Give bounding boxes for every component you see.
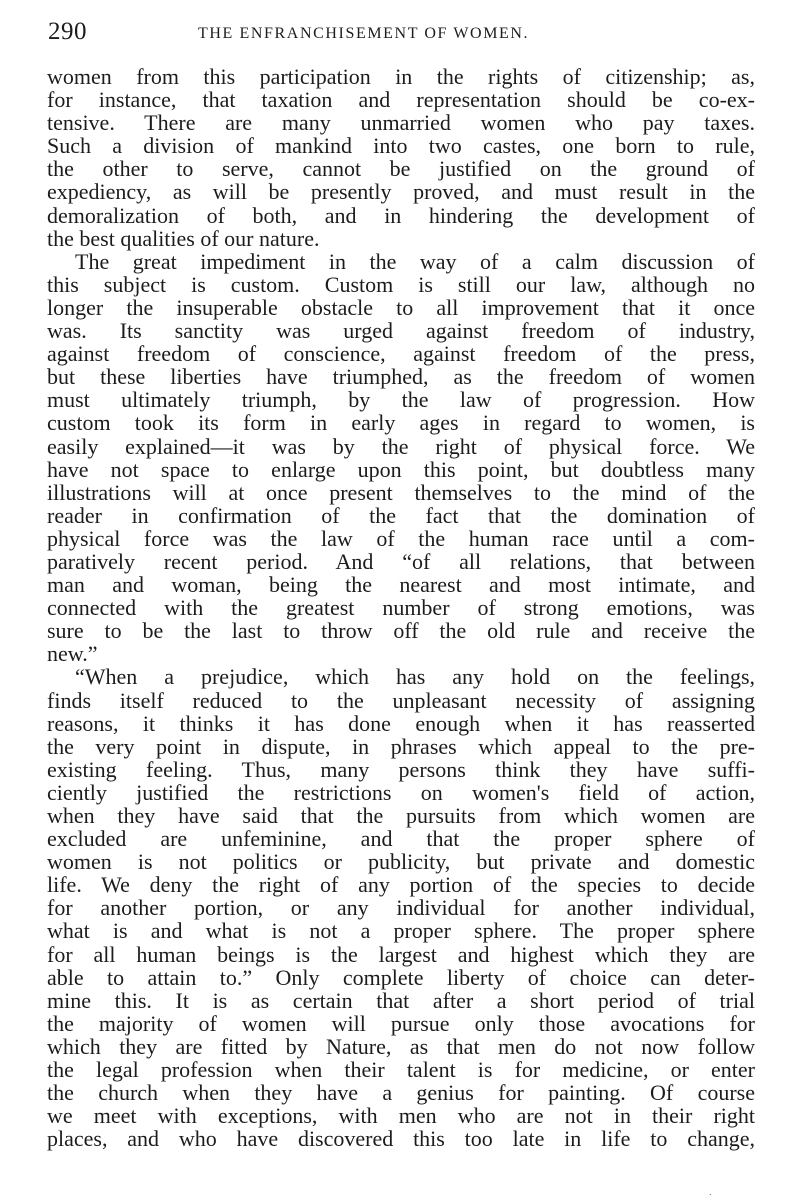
text-line: paratively recent period. And “of all relations, that between (47, 548, 755, 574)
text-line: reasons, it thinks it has done enough when it has reasserted (47, 710, 755, 736)
text-line: connected with the greatest number of strong emotions, was (47, 595, 755, 621)
text-line: we meet with exceptions, with men who are not in their right (47, 1103, 755, 1129)
text-line: against freedom of conscience, against freedom of the press, (47, 341, 755, 367)
text-line: custom took its form in early ages in regard to women, is (47, 410, 755, 436)
text-line: demoralization of both, and in hindering the development of (47, 202, 755, 228)
text-line: man and woman, being the nearest and most intimate, and (47, 572, 755, 598)
text-line: was. Its sanctity was urged against freedom of industry, (47, 318, 755, 344)
text-line: what is and what is not a proper sphere. The proper sphere (47, 918, 755, 944)
text-line: the very point in dispute, in phrases which appeal to the pre- (47, 733, 755, 759)
text-line: women from this participation in the rights of citizenship; as, (47, 64, 755, 89)
text-line: for another portion, or any individual for another individual, (47, 895, 755, 921)
text-line: which they are fitted by Nature, as that men do not now follow (47, 1033, 755, 1059)
text-line: mine this. It is as certain that after a short period of trial (47, 987, 755, 1013)
text-line: sure to be the last to throw off the old rule and receive the (47, 618, 755, 644)
text-line: excluded are unfeminine, and that the proper sphere of (47, 826, 755, 852)
text-line: easily explained—it was by the right of physical force. We (47, 433, 755, 459)
text-line: the church when they have a genius for painting. Of course (47, 1080, 755, 1106)
paragraph-start-line: The great impediment in the way of a calm discussion of (75, 248, 755, 274)
text-line: must ultimately triumph, by the law of progression. How (47, 387, 755, 413)
running-title: THE ENFRANCHISEMENT OF WOMEN. (198, 25, 530, 42)
text-line: existing feeling. Thus, many persons think they have suffi- (47, 756, 755, 782)
text-line: places, and who have discovered this too late in life to change, (47, 1126, 755, 1152)
text-line: illustrations will at once present themselves to the mind of the (47, 479, 755, 505)
body-text (47, 65, 755, 1150)
text-line: the best qualities of our nature. (47, 225, 320, 251)
text-line: life. We deny the right of any portion of the species to decide (47, 872, 755, 898)
text-line: have not space to enlarge upon this point, but doubtless many (47, 456, 755, 482)
text-line: new.” (47, 641, 98, 667)
text-line: Such a division of mankind into two castes, one born to rule, (47, 133, 755, 159)
text-line: when they have said that the pursuits from which women are (47, 803, 755, 828)
text-line: finds itself reduced to the unpleasant necessity of assigning (47, 687, 755, 713)
text-line: ciently justified the restrictions on women's field of action, (47, 779, 755, 805)
text-line: able to attain to.” Only complete liberty of choice can deter- (47, 964, 755, 990)
text-line: this subject is custom. Custom is still our law, although no (47, 271, 755, 297)
text-line: expediency, as will be presently proved, and must result in the (47, 179, 755, 205)
print-speck: . (709, 1188, 712, 1197)
text-line: reader in confirmation of the fact that the domination of (47, 502, 755, 528)
running-header (48, 18, 756, 48)
paragraph-start-line: “When a prejudice, which has any hold on the feelings, (75, 664, 755, 690)
text-line: for all human beings is the largest and highest which they are (47, 941, 755, 967)
text-line: the legal profession when their talent is for medicine, or enter (47, 1057, 755, 1083)
text-line: the other to serve, cannot be justified on the ground of (47, 156, 755, 182)
text-line: women is not politics or publicity, but private and domestic (47, 849, 755, 875)
text-line: the majority of women will pursue only those avocations for (47, 1010, 755, 1036)
text-line: tensive. There are many unmarried women who pay taxes. (47, 110, 755, 136)
text-line: for instance, that taxation and representation should be co-ex- (47, 87, 755, 113)
text-line: but these liberties have triumphed, as the freedom of women (47, 364, 755, 390)
page-number: 290 (48, 18, 87, 45)
text-line: longer the insuperable obstacle to all improvement that it once (47, 294, 755, 320)
text-line: physical force was the law of the human race until a com- (47, 525, 755, 551)
